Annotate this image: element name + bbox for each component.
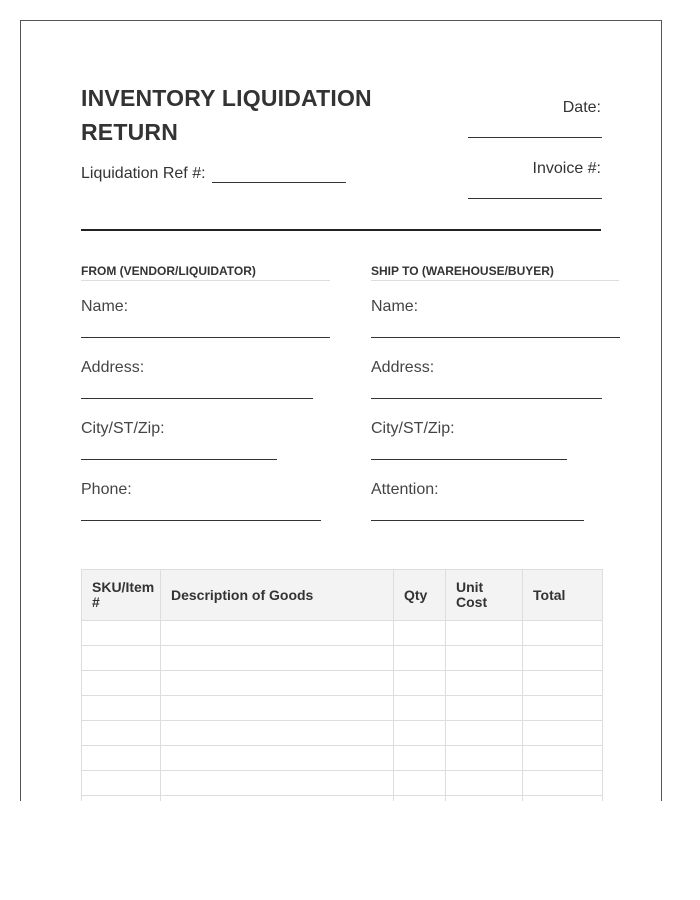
table-cell[interactable]	[446, 771, 523, 796]
table-cell[interactable]	[161, 621, 394, 646]
liquidation-ref-row	[81, 165, 346, 183]
ship-to-attention-label: Attention:	[371, 481, 439, 498]
table-cell[interactable]	[161, 721, 394, 746]
table-cell[interactable]	[82, 696, 161, 721]
table-cell[interactable]	[446, 646, 523, 671]
table-row	[82, 771, 603, 796]
table-cell[interactable]	[82, 621, 161, 646]
table-cell[interactable]	[394, 621, 446, 646]
table-cell[interactable]	[446, 671, 523, 696]
table-row	[82, 646, 603, 671]
invoice-label: Invoice #:	[532, 160, 601, 177]
table-cell[interactable]	[446, 621, 523, 646]
table-cell[interactable]	[161, 746, 394, 771]
header-divider	[81, 229, 601, 231]
date-label: Date:	[562, 99, 601, 116]
table-cell[interactable]	[394, 721, 446, 746]
table-cell[interactable]	[523, 721, 603, 746]
table-row	[82, 721, 603, 746]
liquidation-ref-label: Liquidation Ref #:	[81, 165, 206, 182]
ship-to-attention-field[interactable]	[371, 520, 584, 521]
table-cell[interactable]	[446, 746, 523, 771]
table-row	[82, 696, 603, 721]
table-cell[interactable]	[394, 771, 446, 796]
invoice-field[interactable]	[468, 198, 602, 199]
from-phone-label: Phone:	[81, 481, 132, 498]
from-city-field[interactable]	[81, 459, 277, 460]
liquidation-ref-field[interactable]	[212, 166, 346, 183]
table-cell[interactable]	[446, 796, 523, 802]
table-row	[82, 796, 603, 802]
ship-to-address-label: Address:	[371, 359, 435, 376]
ship-to-name-field[interactable]	[371, 337, 620, 338]
table-cell[interactable]	[394, 696, 446, 721]
table-cell[interactable]	[523, 646, 603, 671]
from-name-field[interactable]	[81, 337, 330, 338]
table-cell[interactable]	[394, 646, 446, 671]
from-name-label: Name:	[81, 298, 129, 315]
table-cell[interactable]	[523, 746, 603, 771]
table-cell[interactable]	[161, 796, 394, 802]
table-cell[interactable]	[523, 696, 603, 721]
date-field[interactable]	[468, 137, 602, 138]
table-cell[interactable]	[82, 746, 161, 771]
table-cell[interactable]	[161, 671, 394, 696]
table-cell[interactable]	[161, 696, 394, 721]
form-page	[20, 20, 662, 801]
from-city-label: City/ST/Zip:	[81, 420, 165, 437]
column-header-qty: Qty	[394, 570, 446, 621]
ship-to-address-field[interactable]	[371, 398, 602, 399]
from-heading: FROM (VENDOR/LIQUIDATOR)	[81, 264, 330, 281]
from-phone-field[interactable]	[81, 520, 321, 521]
table-cell[interactable]	[161, 771, 394, 796]
table-cell[interactable]	[394, 671, 446, 696]
table-row	[82, 621, 603, 646]
table-cell[interactable]	[523, 671, 603, 696]
ship-to-name-label: Name:	[371, 298, 419, 315]
ship-to-heading: SHIP TO (WAREHOUSE/BUYER)	[371, 264, 619, 281]
column-header-description: Description of Goods	[161, 570, 394, 621]
table-cell[interactable]	[446, 721, 523, 746]
table-cell[interactable]	[523, 771, 603, 796]
items-header-row	[82, 570, 603, 621]
table-cell[interactable]	[446, 696, 523, 721]
column-header-total: Total	[523, 570, 603, 621]
table-cell[interactable]	[161, 646, 394, 671]
table-cell[interactable]	[82, 646, 161, 671]
table-row	[82, 746, 603, 771]
items-table	[81, 569, 603, 801]
table-cell[interactable]	[82, 671, 161, 696]
ship-to-city-field[interactable]	[371, 459, 567, 460]
table-cell[interactable]	[523, 796, 603, 802]
table-cell[interactable]	[394, 796, 446, 802]
from-address-label: Address:	[81, 359, 145, 376]
table-cell[interactable]	[523, 621, 603, 646]
table-cell[interactable]	[394, 746, 446, 771]
table-cell[interactable]	[82, 771, 161, 796]
form-title: INVENTORY LIQUIDATION RETURN	[81, 85, 372, 145]
ship-to-city-label: City/ST/Zip:	[371, 420, 455, 437]
column-header-unit-cost: Unit Cost	[446, 570, 523, 621]
column-header-sku: SKU/Item #	[82, 570, 161, 621]
table-row	[82, 671, 603, 696]
table-cell[interactable]	[82, 721, 161, 746]
from-address-field[interactable]	[81, 398, 313, 399]
table-cell[interactable]	[82, 796, 161, 802]
